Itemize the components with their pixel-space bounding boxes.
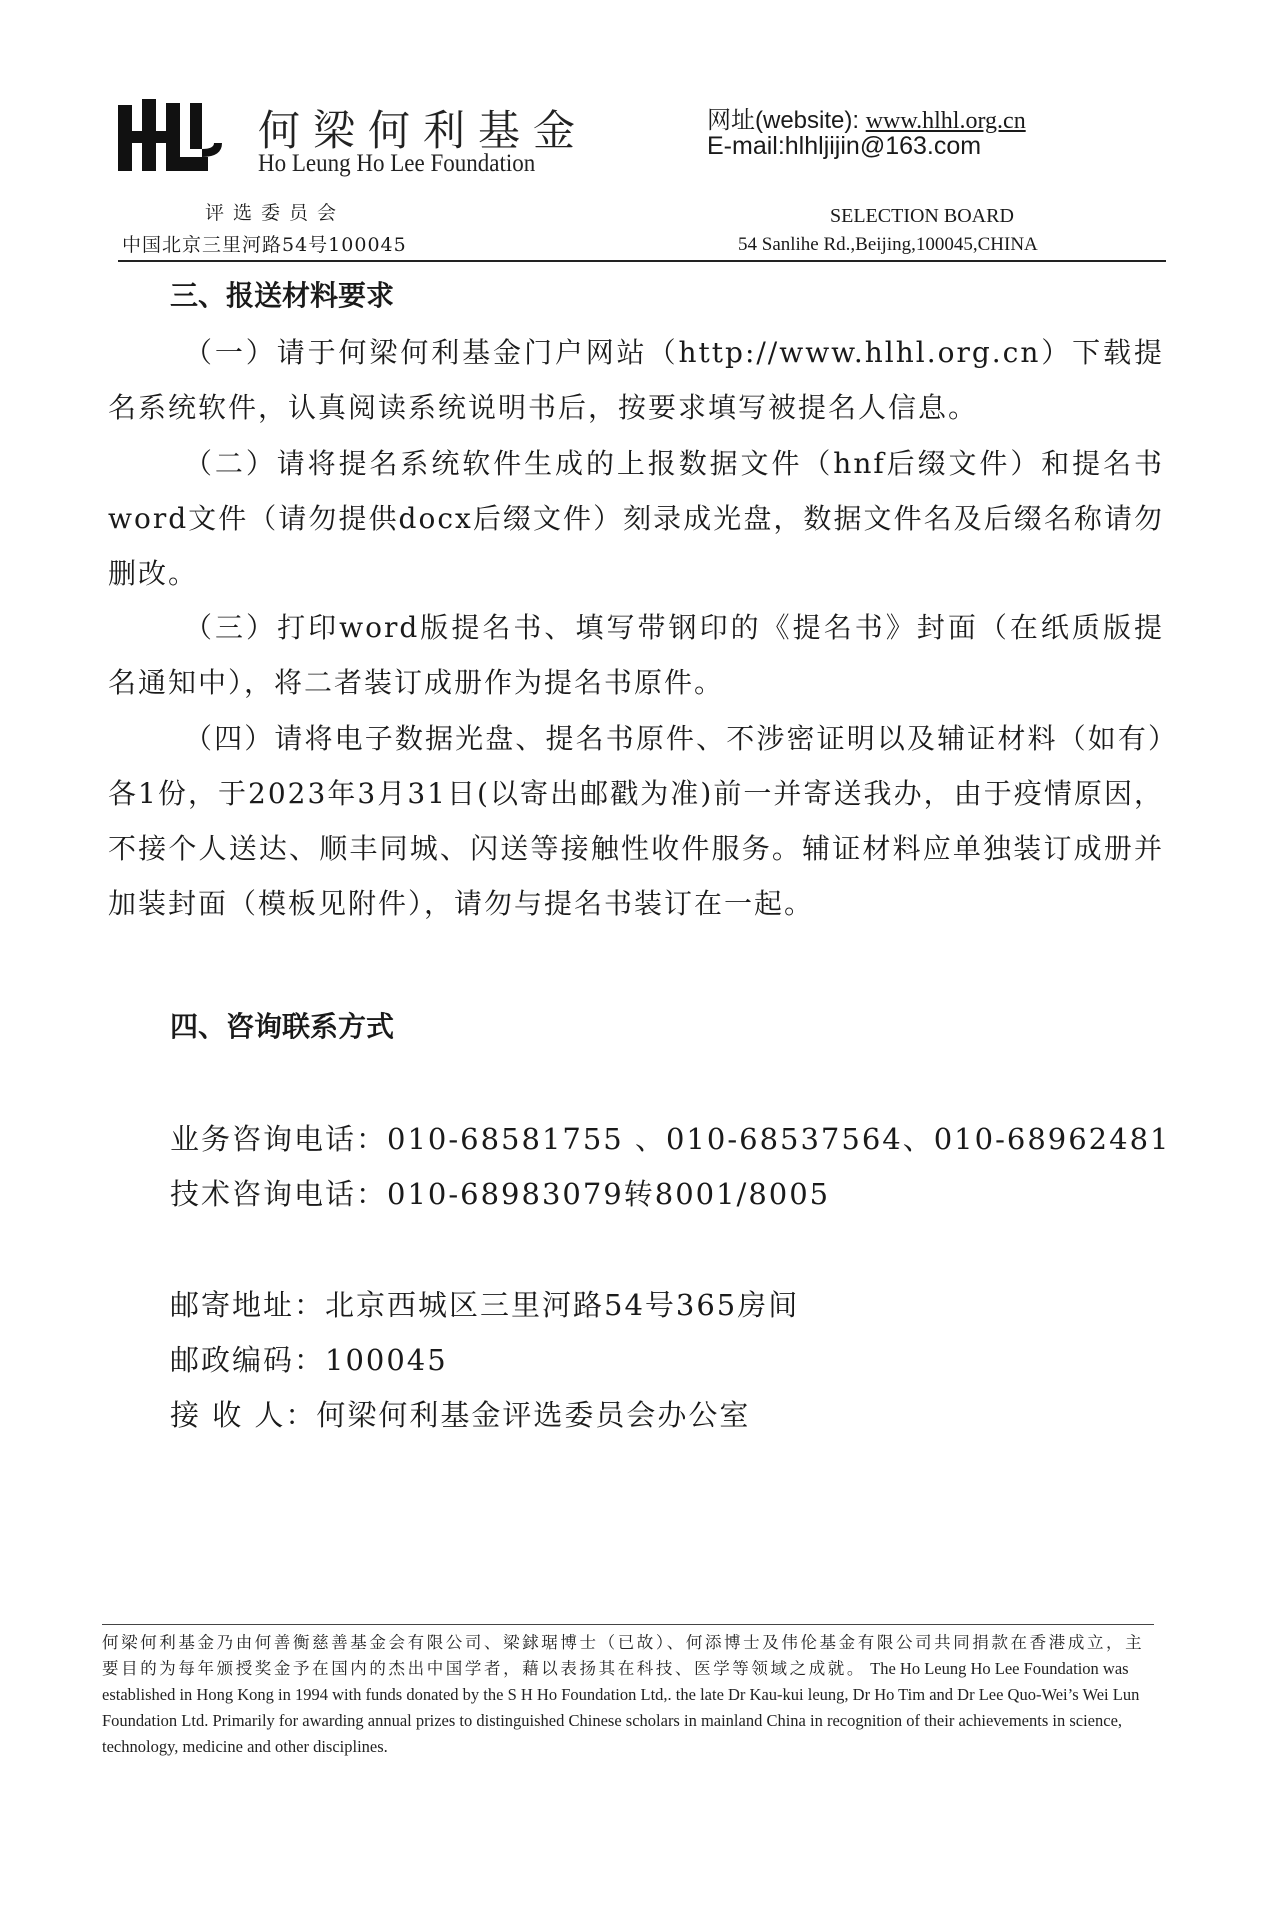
footer-divider [102,1624,1154,1625]
section-4-heading: 四、咨询联系方式 [170,1010,395,1043]
email-line: E-mail:hlhljijin@163.com [707,132,982,160]
paragraph-4: （四）请将电子数据光盘、提名书原件、不涉密证明以及辅证材料（如有）各1份，于2023年3月31日(以寄出邮戳为准)前一并寄送我办，由于疫情原因，不接个人送达、顺丰同城、闪送等接触性收件服务。辅证材料应单独装订成册并加装封面（模板见附件），请勿与提名书装订在一起。 [108,722,1164,920]
org-name-cn: 何梁何利基金 [258,106,589,155]
postcode: 邮政编码：100045 [170,1343,448,1377]
section-3-heading: 三、报送材料要求 [170,279,395,312]
mail-address: 邮寄地址：北京西城区三里河路54号365房间 [170,1288,800,1322]
footer-text-cn: 何梁何利基金乃由何善衡慈善基金会有限公司、梁銶琚博士（已故）、何添博士及伟伦基金有限公司共同捐款在香港成立，主要目的为每年颁授奖金予在国内的杰出中国学者，藉以表扬其在科技、医学等领域之成就。 [102,1633,1145,1678]
paragraph-3: （三）打印word版提名书、填写带钢印的《提名书》封面（在纸质版提名通知中），将二者装订成册作为提名书原件。 [108,611,1164,699]
address-en: 54 Sanlihe Rd.,Beijing,100045,CHINA [738,234,1038,255]
website-link[interactable]: www.hlhl.org.cn [865,108,1026,134]
paragraph-1: （一）请于何梁何利基金门户网站（http://www.hlhl.org.cn）下载提名系统软件，认真阅读系统说明书后，按要求填写被提名人信息。 [108,336,1164,424]
org-name-en: Ho Leung Ho Lee Foundation [258,150,536,177]
selection-board-en: SELECTION BOARD [830,205,1014,227]
business-phone: 业务咨询电话：010-68581755 、010-68537564、010-68962481 [170,1122,1171,1156]
website-label: 网址(website): [707,107,866,134]
footer-text-en: The Ho Leung Ho Lee Foundation was established in Hong Kong in 1994 with funds donated by the S H Ho Foundation Ltd,. the late Dr Kau-kui leung, Dr Ho Tim and Dr Lee Quo-Wei’s Wei Lun Foundation Ltd. Primarily for awarding annual prizes to distinguished Chinese scholars in mainland China in recognition of their achievements in science, technology, medicine and other disciplines. [102,1659,1140,1756]
letterhead-divider [118,260,1166,262]
paragraph-2: （二）请将提名系统软件生成的上报数据文件（hnf后缀文件）和提名书word文件（请勿提供docx后缀文件）刻录成光盘，数据文件名及后缀名称请勿删改。 [108,447,1164,590]
website-line [707,100,1026,135]
foundation-logo-icon [118,95,238,175]
footer-note [102,1630,1156,1760]
tech-phone: 技术咨询电话：010-68983079转8001/8005 [170,1177,831,1211]
address-cn: 中国北京三里河路54号100045 [122,234,407,256]
recipient: 接 收 人：何梁何利基金评选委员会办公室 [170,1398,751,1432]
selection-board-cn: 评选委员会 [205,202,346,224]
